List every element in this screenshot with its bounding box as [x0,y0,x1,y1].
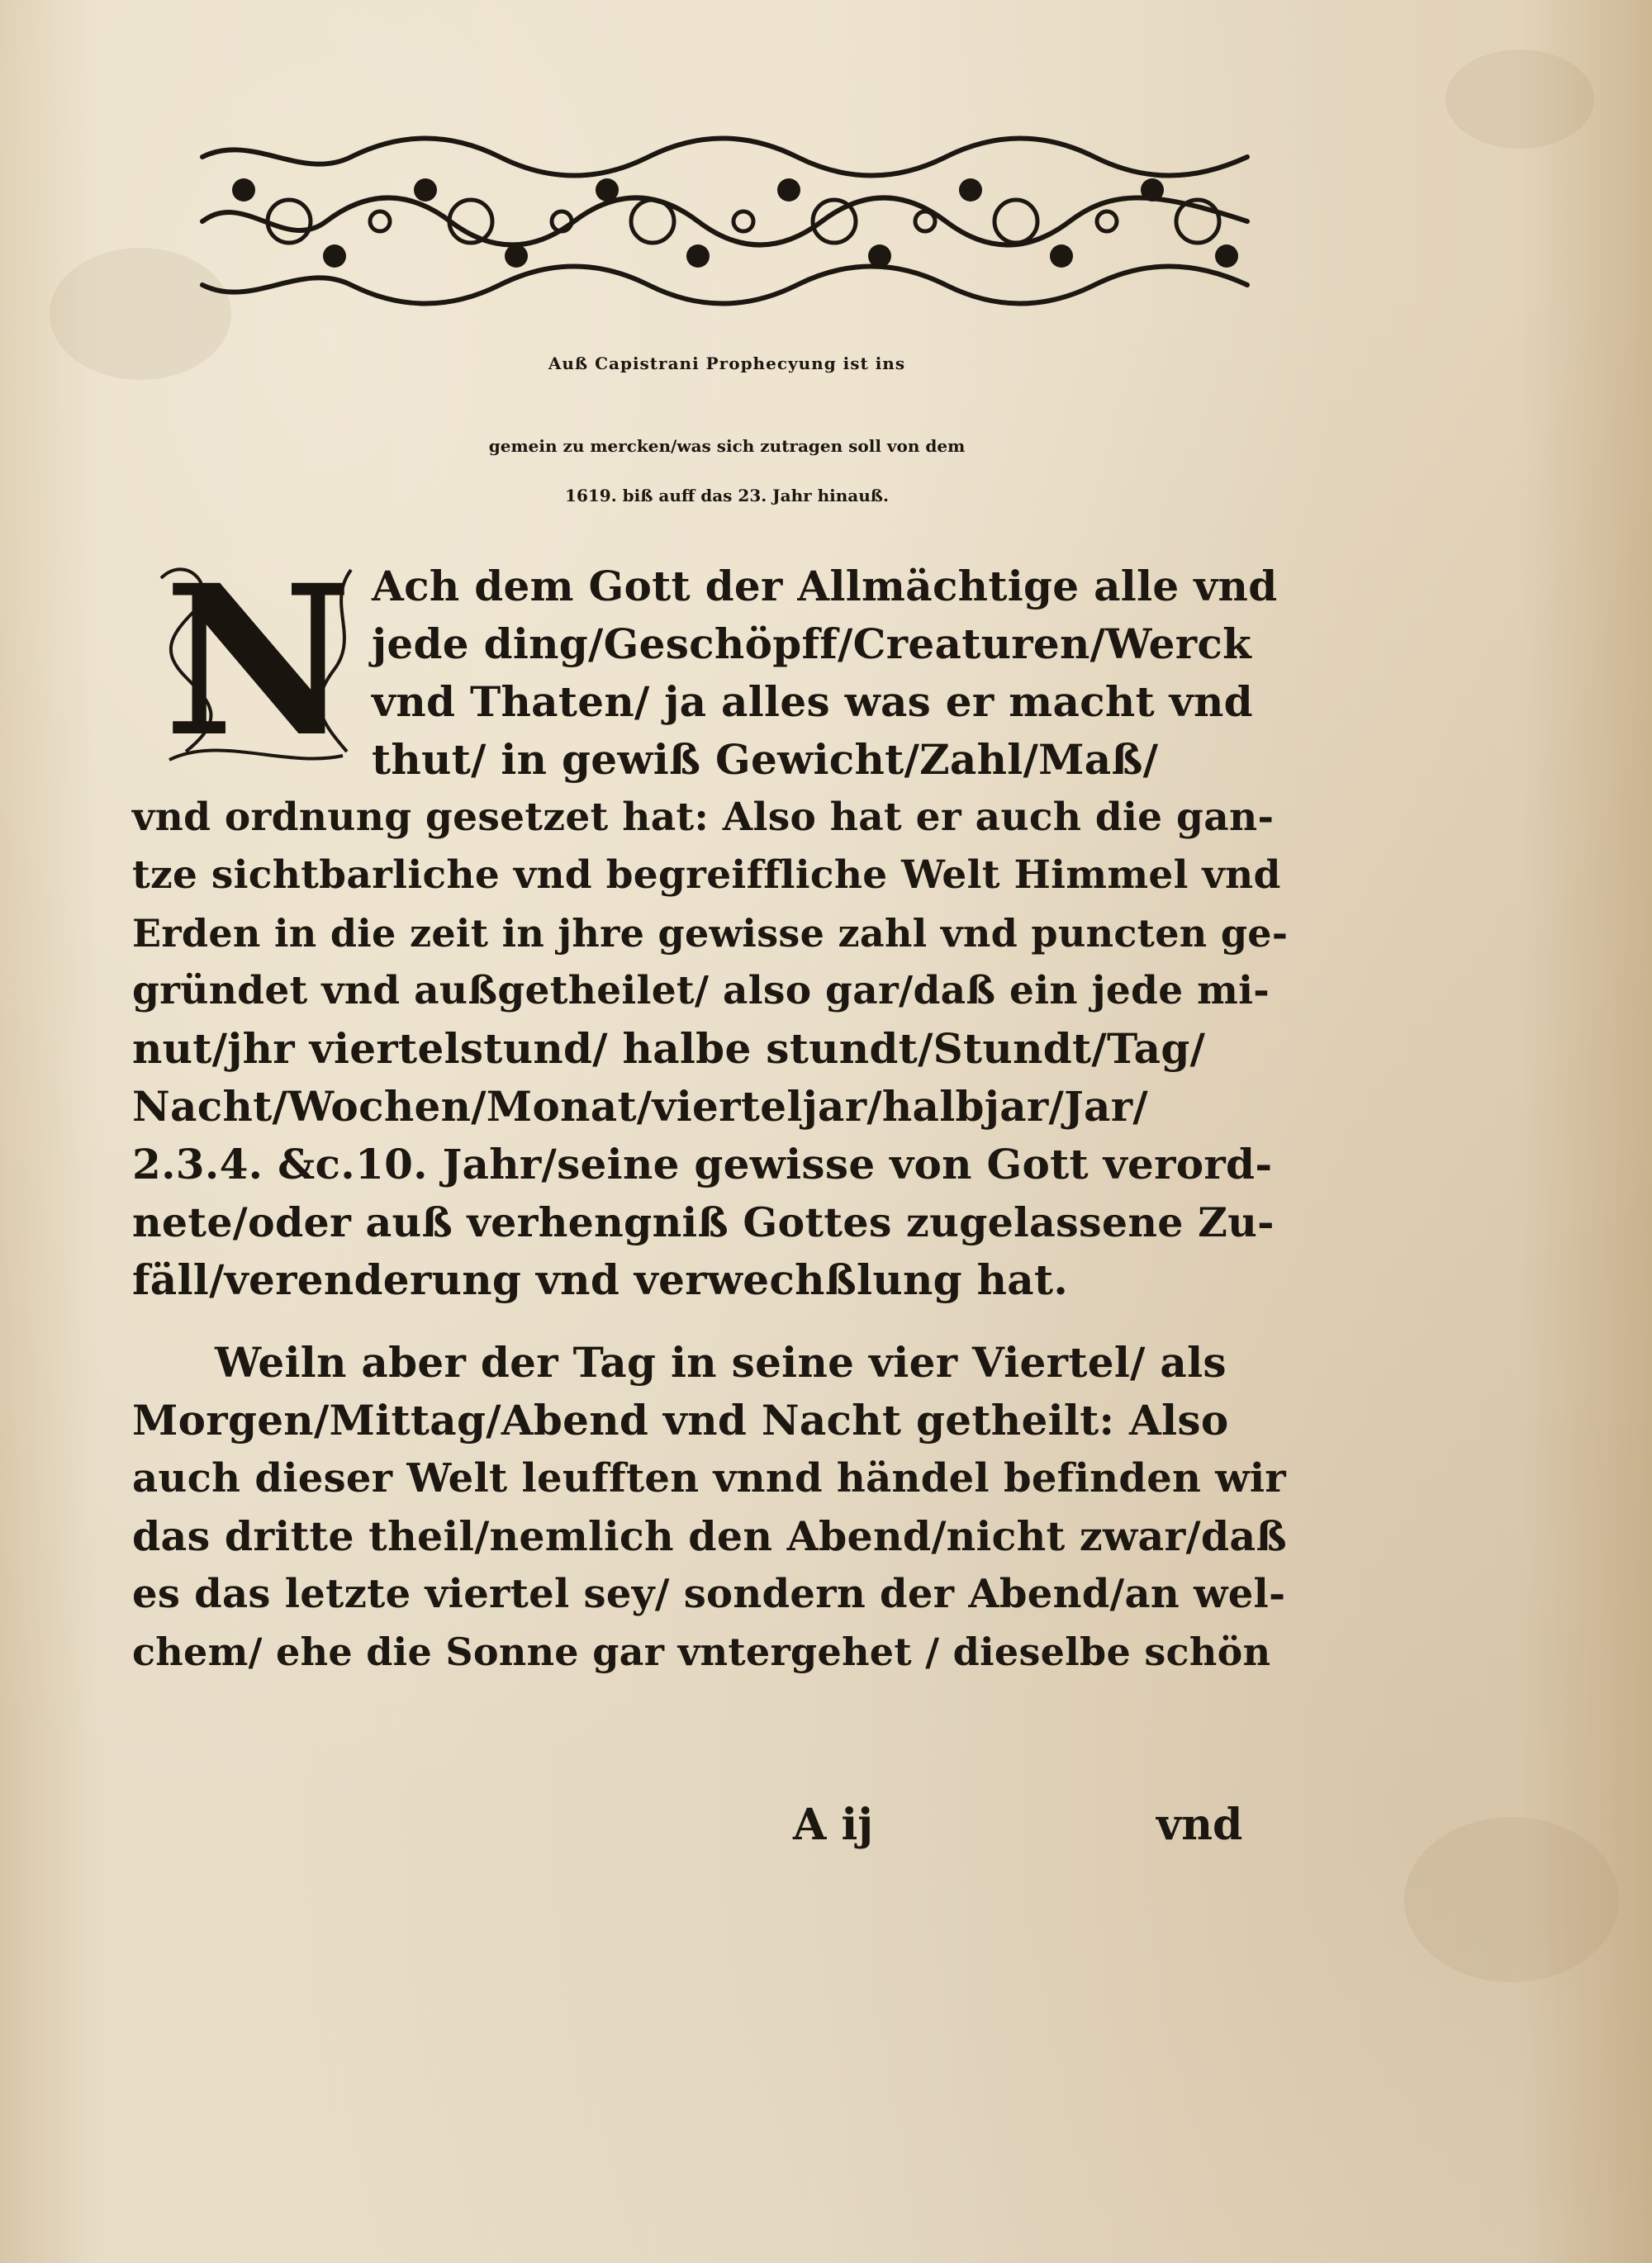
signature-mark: A ij [793,1800,874,1850]
initial-letter: N [164,539,353,782]
text-line: auch dieser Welt leufften vnnd händel befinden wir [132,1455,1287,1502]
text-line: jede ding/Geschöpff/Creaturen/Werck [372,619,1252,668]
text-line: gründet vnd außgetheilet/ also gar/daß ein jede mi- [132,968,1270,1013]
page-title: Auß Capistrani Prophecyung ist ins [548,353,906,373]
paper-stain [1446,50,1594,149]
text-line: fäll/verenderung vnd verwechßlung hat. [132,1255,1069,1304]
text-line: vnd ordnung gesetzet hat: Also hat er auch die gan- [132,795,1275,840]
text-line: das dritte theil/nemlich den Abend/nicht zwar/daß [132,1512,1287,1560]
text-line: thut/ in gewiß Gewicht/Zahl/Maß/ [372,735,1159,784]
text-line: Erden in die zeit in jhre gewisse zahl vnd puncten ge- [132,911,1289,956]
text-line: Nacht/Wochen/Monat/vierteljar/halbjar/Jar/ [132,1082,1148,1131]
text-line: Ach dem Gott der Allmächtige alle vnd [372,562,1278,610]
text-line: chem/ ehe die Sonne gar vntergehet / dieselbe schön [132,1630,1271,1674]
text-line: vnd Thaten/ ja alles was er macht vnd [372,677,1253,726]
subtitle-line: gemein zu mercken/was sich zutragen soll von dem [488,436,966,456]
text-line: Morgen/Mittag/Abend vnd Nacht getheilt: Also [132,1396,1229,1445]
subtitle-line: 1619. biß auff das 23. Jahr hinauß. [565,486,889,505]
text-line: nut/jhr viertelstund/ halbe stundt/Stundt/Tag/ [132,1024,1206,1073]
text-line: es das letzte viertel sey/ sondern der Abend/an wel- [132,1571,1286,1617]
text-line: 2.3.4. &c.10. Jahr/seine gewisse von Gott verord- [132,1140,1273,1188]
text-line: tze sichtbarliche vnd begreiffliche Welt Himmel vnd [132,852,1281,898]
decorated-initial [153,539,363,782]
text-line: Weiln aber der Tag in seine vier Viertel/ als [215,1338,1227,1387]
catchword: vnd [1156,1800,1243,1850]
text-line: nete/oder auß verhengniß Gottes zugelassene Zu- [132,1198,1275,1246]
paper-stain [1404,1817,1619,1982]
ornamental-border [194,132,1256,310]
